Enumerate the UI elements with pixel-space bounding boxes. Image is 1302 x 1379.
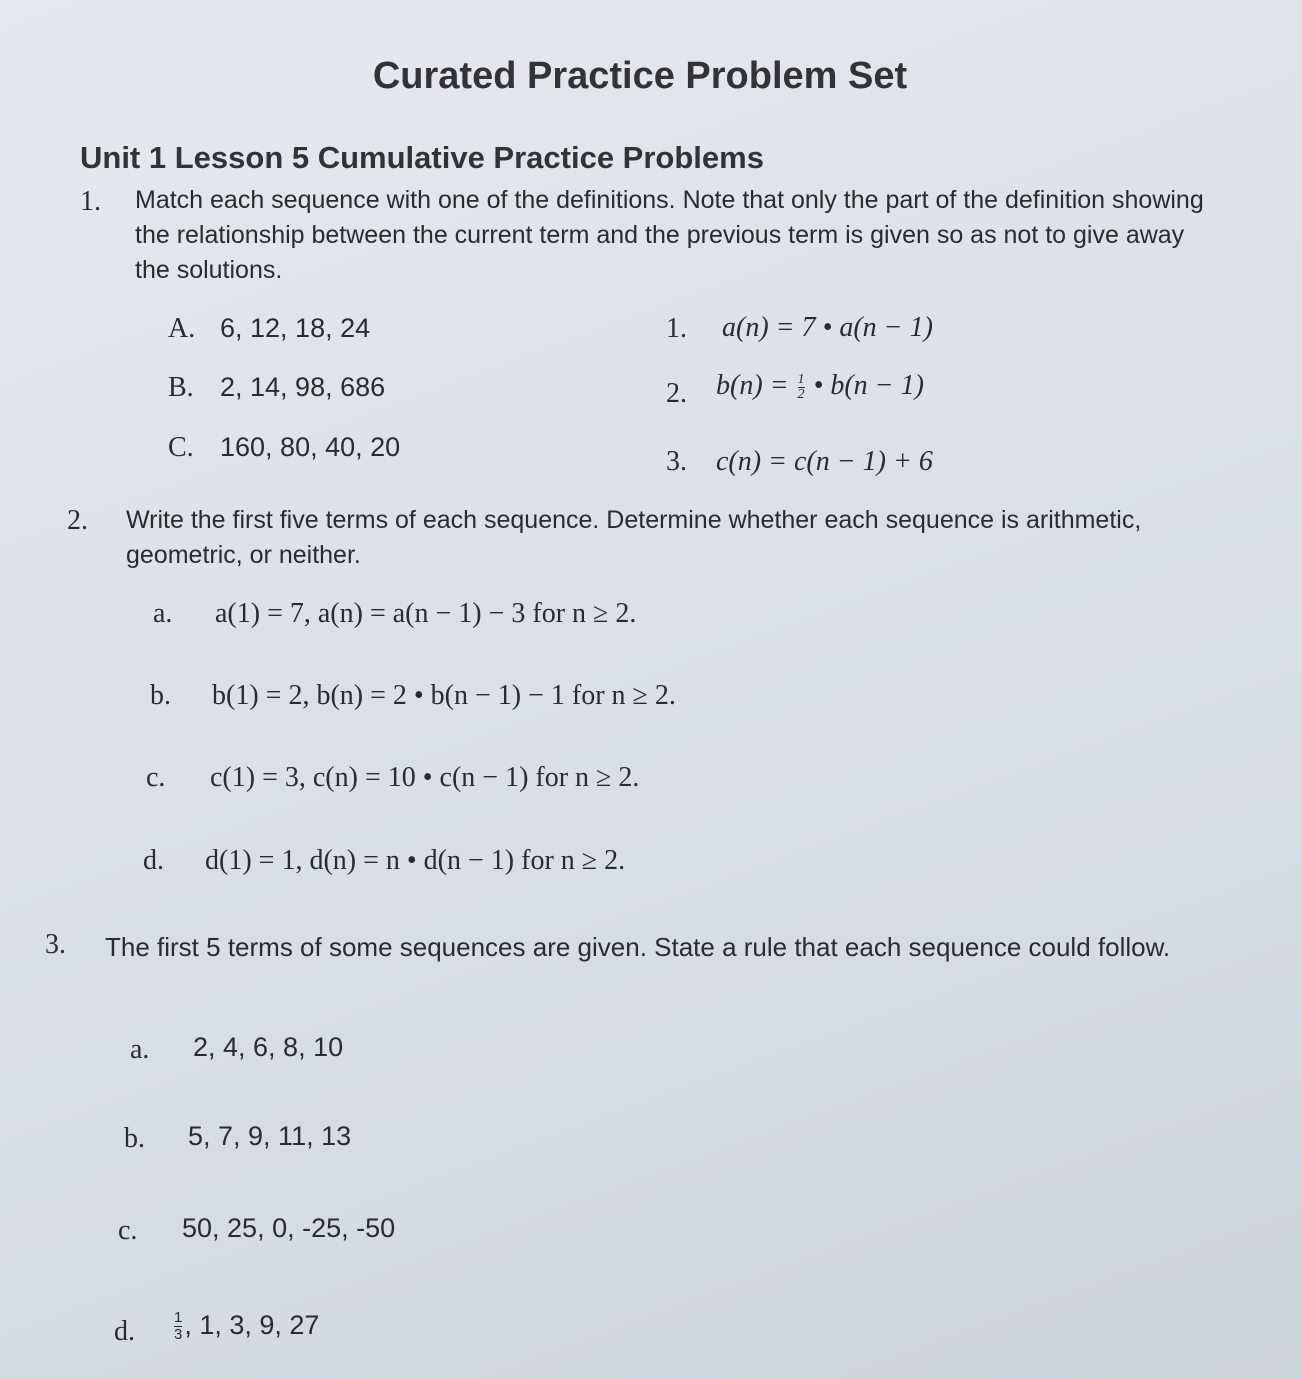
- q2-item-d-formula: d(1) = 1, d(n) = n • d(n − 1) for n ≥ 2.: [205, 845, 626, 876]
- question-1-text: Match each sequence with one of the definitions. Note that only the part of the definition showing the relationship between the current term and the previous term is given so as not to give away the solutions.: [135, 186, 1204, 284]
- sequence-b-value: 2, 14, 98, 686: [220, 372, 386, 402]
- question-2-number: 2.: [67, 505, 88, 536]
- sequence-a-label: A.: [168, 313, 196, 344]
- sequence-c-value: 160, 80, 40, 20: [220, 432, 401, 462]
- fraction-one-half: [798, 373, 805, 402]
- definition-1-formula: a(n) = 7 • a(n − 1): [722, 312, 933, 343]
- question-1-number: 1.: [80, 186, 101, 217]
- page-title: Curated Practice Problem Set: [372, 55, 908, 97]
- q3-item-d-terms: , 1, 3, 9, 27: [184, 1310, 320, 1340]
- definition-2-label: 2.: [666, 378, 687, 409]
- fraction-one-third: [174, 1310, 182, 1343]
- q3-item-d-value: [172, 1310, 319, 1343]
- q2-item-b-formula: b(1) = 2, b(n) = 2 • b(n − 1) − 1 for n ≥ 2.: [212, 680, 676, 711]
- q2-item-d-label: d.: [143, 845, 164, 876]
- definition-3-formula: c(n) = c(n − 1) + 6: [716, 446, 933, 477]
- sequence-b-label: B.: [168, 372, 194, 403]
- q3-item-b-value: 5, 7, 9, 11, 13: [188, 1121, 352, 1151]
- q2-item-c-formula: c(1) = 3, c(n) = 10 • c(n − 1) for n ≥ 2.: [210, 762, 640, 793]
- q3-item-c-value: 50, 25, 0, -25, -50: [182, 1213, 396, 1243]
- q3-item-b-label: b.: [124, 1123, 145, 1154]
- q3-item-c-label: c.: [118, 1215, 138, 1246]
- q2-item-a-label: a.: [153, 598, 173, 629]
- q3-item-d-label: d.: [114, 1316, 135, 1347]
- fraction-numerator: 1: [174, 1309, 183, 1327]
- q2-item-c-label: c.: [146, 762, 166, 793]
- question-3-number: 3.: [45, 929, 66, 960]
- q2-item-b-label: b.: [150, 680, 171, 711]
- definition-2-formula: [716, 370, 924, 402]
- question-3-text: The first 5 terms of some sequences are given. State a rule that each sequence could follow.: [105, 932, 1171, 962]
- definition-1-label: 1.: [666, 313, 687, 344]
- q2-item-a-formula: a(1) = 7, a(n) = a(n − 1) − 3 for n ≥ 2.: [215, 598, 637, 629]
- q3-item-a-label: a.: [130, 1034, 150, 1065]
- sequence-c-label: C.: [168, 432, 194, 463]
- definition-3-label: 3.: [666, 446, 687, 477]
- fraction-denominator: 3: [174, 1326, 183, 1344]
- definition-2-rhs: • b(n − 1): [806, 370, 924, 401]
- fraction-denominator: 2: [797, 387, 805, 403]
- q3-item-a-value: 2, 4, 6, 8, 10: [193, 1032, 344, 1062]
- sequence-a-value: 6, 12, 18, 24: [220, 313, 371, 343]
- fraction-numerator: 1: [797, 372, 805, 388]
- question-2-text: Write the first five terms of each sequence. Determine whether each sequence is arithmetic, geometric, or neither.: [126, 506, 1142, 569]
- lesson-subtitle: Unit 1 Lesson 5 Cumulative Practice Problems: [80, 140, 764, 175]
- definition-2-lhs: b(n) =: [716, 370, 796, 401]
